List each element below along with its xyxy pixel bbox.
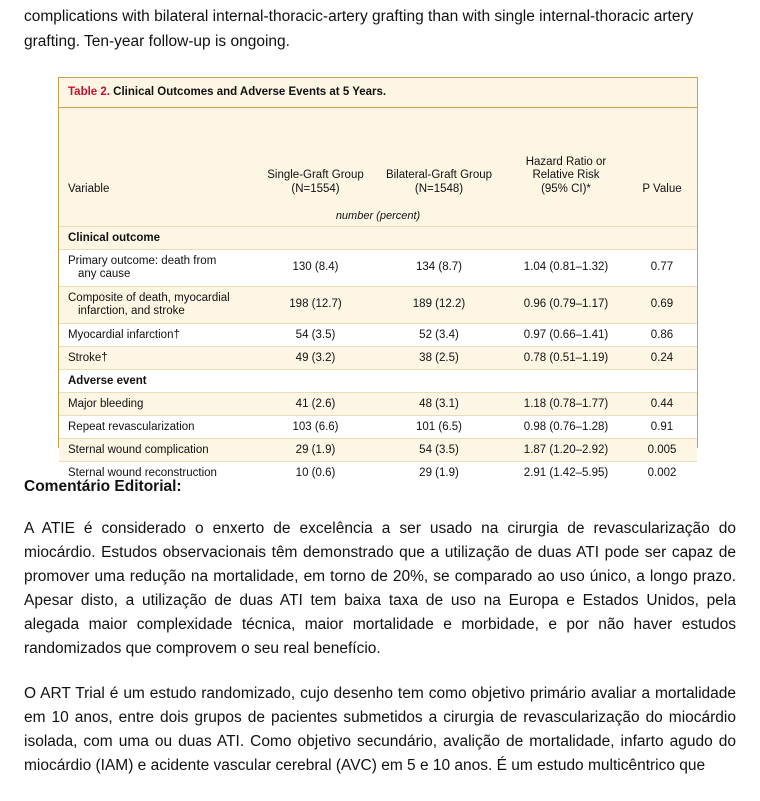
units-row <box>59 205 697 227</box>
cell-single: 49 (3.2) <box>295 352 336 364</box>
table-row <box>59 393 697 416</box>
section-row <box>59 227 697 250</box>
cell-p: 0.44 <box>650 398 674 410</box>
header-hr-line3: (95% CI)* <box>541 182 591 195</box>
cell-variable <box>59 287 258 324</box>
header-single-graft <box>258 108 373 205</box>
header-variable: Variable <box>68 182 110 195</box>
cell-single: 130 (8.4) <box>292 261 339 274</box>
units-label: number (percent) <box>335 209 421 222</box>
header-hazard-ratio <box>505 108 627 205</box>
table-row <box>59 416 697 439</box>
header-hr-line2: Relative Risk <box>532 169 600 181</box>
cell-hr: 1.87 (1.20–2.92) <box>523 444 609 456</box>
variable-line2: any cause <box>78 268 131 280</box>
cell-hr: 0.98 (0.76–1.28) <box>523 421 609 433</box>
cell-p: 0.005 <box>647 444 677 456</box>
cell-bilateral: 189 (12.2) <box>412 298 466 311</box>
table-row <box>59 439 697 462</box>
cell-variable: Myocardial infarction† <box>68 329 180 341</box>
table-title <box>59 78 697 108</box>
header-hr-line1: Hazard Ratio or <box>525 155 607 168</box>
variable-line2: infarction, and stroke <box>78 305 185 317</box>
cell-hr: 1.04 (0.81–1.32) <box>523 261 609 274</box>
header-single-line2: (N=1554) <box>291 182 340 195</box>
cell-p: 0.77 <box>650 261 674 274</box>
cell-hr: 2.91 (1.42–5.95) <box>523 467 609 479</box>
cell-hr: 0.96 (0.79–1.17) <box>523 298 609 311</box>
outcomes-table <box>59 108 697 484</box>
cell-variable <box>59 250 258 287</box>
section-title: Clinical outcome <box>68 232 161 244</box>
intro-paragraph: complications with bilateral internal-thoracic-artery grafting than with single internal-thoracic artery grafting. Ten-year follow-up is ongoing. <box>24 8 694 50</box>
cell-bilateral: 54 (3.5) <box>419 444 459 456</box>
cell-variable: Major bleeding <box>68 398 144 410</box>
cell-bilateral: 52 (3.4) <box>419 329 459 341</box>
cell-variable: Stroke† <box>68 352 108 364</box>
table-header-row <box>59 108 697 205</box>
editorial-heading: Comentário Editorial: <box>24 478 182 495</box>
table-number: Table 2. <box>68 86 110 98</box>
cell-bilateral: 38 (2.5) <box>419 352 459 364</box>
variable-line1: Composite of death, myocardial <box>68 291 230 304</box>
table-row <box>59 347 697 370</box>
header-single-line1: Single-Graft Group <box>267 169 364 181</box>
section-row <box>59 370 697 393</box>
editorial-paragraph-1: A ATIE é considerado o enxerto de excelência a ser usado na cirurgia de revascularização do miocárdio. Estudos observacionais têm demonstrado que a utilização de duas ATI pode ser capaz de promover uma redução na mortalidade, em torno de 20%, se comparado ao uso único, a longo prazo. Apesar disto, a utilização de duas ATI tem baixa taxa de uso na Europa e Estados Unidos, pela alegada maior complexidade técnica, maior mortalidade e morbidade, e por não haver estudos randomizados que comprovem o seu real benefício. <box>24 520 736 657</box>
header-bilateral-line1: Bilateral-Graft Group <box>385 169 493 181</box>
table-row <box>59 287 697 324</box>
cell-single: 54 (3.5) <box>295 329 336 341</box>
cell-hr: 0.78 (0.51–1.19) <box>523 352 609 364</box>
cell-p: 0.002 <box>647 467 677 479</box>
cell-bilateral: 134 (8.7) <box>415 261 463 274</box>
cell-single: 41 (2.6) <box>295 398 336 410</box>
cell-single: 10 (0.6) <box>295 467 336 479</box>
table-row <box>59 324 697 347</box>
cell-bilateral: 29 (1.9) <box>419 467 459 479</box>
section-title: Adverse event <box>68 375 147 387</box>
header-p-value: P Value <box>642 182 682 195</box>
cell-bilateral: 48 (3.1) <box>419 398 459 410</box>
variable-line1: Primary outcome: death from <box>68 254 217 267</box>
cell-p: 0.24 <box>650 352 674 364</box>
cell-variable: Sternal wound reconstruction <box>68 467 217 479</box>
cell-p: 0.86 <box>650 329 674 341</box>
outcomes-table-container <box>58 77 698 479</box>
cell-single: 198 (12.7) <box>289 298 342 311</box>
cell-single: 103 (6.6) <box>292 421 339 433</box>
cell-p: 0.69 <box>650 298 674 311</box>
header-bilateral-graft <box>373 108 505 205</box>
cell-hr: 1.18 (0.78–1.77) <box>523 398 609 410</box>
cell-single: 29 (1.9) <box>295 444 336 456</box>
table-title-text: Clinical Outcomes and Adverse Events at 5 Years. <box>109 86 387 98</box>
editorial-paragraph-2: O ART Trial é um estudo randomizado, cujo desenho tem como objetivo primário avaliar a mortalidade em 10 anos, entre dois grupos de pacientes submetidos a cirurgia de revascularização do miocárdio isolada, com uma ou duas ATI. Como objetivo secundário, avalição de mortalidade, infarto agudo do miocárdio (IAM) e acidente vascular cerebral (AVC) em 5 e 10 anos. É um estudo multicêntrico que <box>24 685 736 774</box>
cell-p: 0.91 <box>650 421 674 433</box>
header-bilateral-line2: (N=1548) <box>414 182 464 195</box>
cell-variable: Repeat revascularization <box>68 421 195 433</box>
cell-bilateral: 101 (6.5) <box>415 421 463 433</box>
table-row <box>59 250 697 287</box>
cell-variable: Sternal wound complication <box>68 444 209 456</box>
cell-hr: 0.97 (0.66–1.41) <box>523 329 609 341</box>
